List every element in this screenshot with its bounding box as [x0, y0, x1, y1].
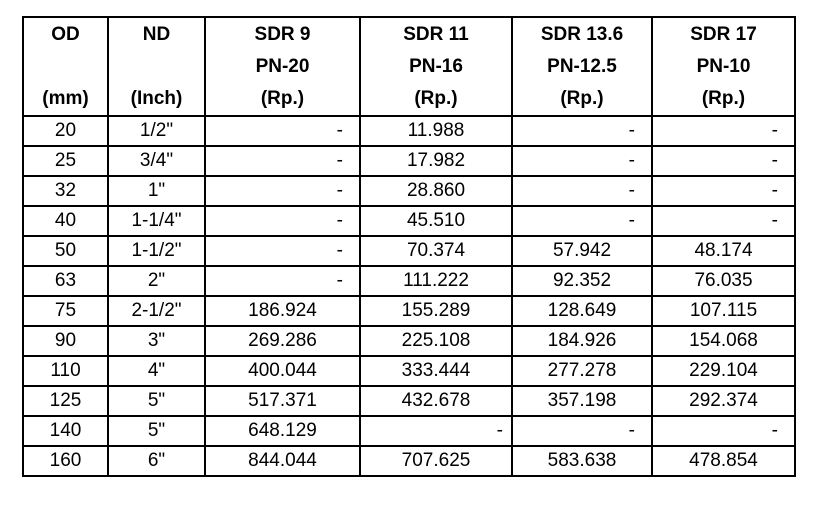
header-sdr13-6-line-1: SDR 13.6 — [540, 24, 624, 45]
table-row — [23, 176, 795, 206]
cell-sdr17: - — [652, 416, 795, 446]
cell-nd: 5" — [108, 416, 205, 446]
header-nd-line-3: (Inch) — [130, 88, 183, 109]
table-row — [23, 266, 795, 296]
header-sdr17-line-1: SDR 17 — [690, 24, 757, 45]
header-sdr11 — [360, 17, 512, 116]
header-sdr11-line-2: PN-16 — [409, 56, 463, 77]
cell-nd: 2" — [108, 266, 205, 296]
cell-sdr11: 11.988 — [360, 116, 512, 146]
cell-sdr9: - — [205, 176, 360, 206]
table-row — [23, 116, 795, 146]
header-sdr11-line-3: (Rp.) — [414, 88, 458, 109]
cell-sdr13-6: 357.198 — [512, 386, 652, 416]
cell-sdr17: 107.115 — [652, 296, 795, 326]
cell-sdr13-6: - — [512, 206, 652, 236]
cell-sdr13-6: - — [512, 176, 652, 206]
cell-od: 63 — [23, 266, 108, 296]
header-sdr17 — [652, 17, 795, 116]
header-od-line-1: OD — [51, 24, 80, 45]
table-row — [23, 416, 795, 446]
cell-od: 50 — [23, 236, 108, 266]
table-row — [23, 296, 795, 326]
cell-sdr13-6: 92.352 — [512, 266, 652, 296]
cell-sdr9: 269.286 — [205, 326, 360, 356]
cell-sdr9: - — [205, 116, 360, 146]
table-body — [23, 116, 795, 476]
cell-sdr9: 186.924 — [205, 296, 360, 326]
header-sdr11-line-1: SDR 11 — [403, 24, 469, 45]
cell-od: 160 — [23, 446, 108, 476]
header-row — [23, 17, 795, 116]
header-nd-line-1: ND — [142, 24, 171, 45]
cell-sdr11: 432.678 — [360, 386, 512, 416]
cell-nd: 3/4" — [108, 146, 205, 176]
cell-sdr13-6: 277.278 — [512, 356, 652, 386]
header-sdr9 — [205, 17, 360, 116]
cell-nd: 1/2" — [108, 116, 205, 146]
cell-sdr9: - — [205, 206, 360, 236]
cell-sdr17: 48.174 — [652, 236, 795, 266]
header-od — [23, 17, 108, 116]
cell-sdr11: 225.108 — [360, 326, 512, 356]
table-row — [23, 386, 795, 416]
cell-sdr13-6: 57.942 — [512, 236, 652, 266]
header-nd-line-2 — [109, 51, 204, 83]
cell-od: 110 — [23, 356, 108, 386]
cell-sdr9: 648.129 — [205, 416, 360, 446]
table-row — [23, 326, 795, 356]
cell-nd: 1" — [108, 176, 205, 206]
cell-sdr13-6: 184.926 — [512, 326, 652, 356]
header-sdr9-line-1: SDR 9 — [254, 24, 311, 45]
header-sdr9-line-3: (Rp.) — [260, 88, 305, 109]
table-row — [23, 356, 795, 386]
cell-sdr11: 155.289 — [360, 296, 512, 326]
cell-sdr17: 229.104 — [652, 356, 795, 386]
cell-nd: 3" — [108, 326, 205, 356]
cell-sdr17: - — [652, 116, 795, 146]
cell-sdr17: - — [652, 146, 795, 176]
header-sdr13-6-line-3: (Rp.) — [560, 88, 604, 109]
cell-od: 20 — [23, 116, 108, 146]
table-row — [23, 206, 795, 236]
cell-sdr17: 292.374 — [652, 386, 795, 416]
cell-nd: 4" — [108, 356, 205, 386]
cell-sdr11: 70.374 — [360, 236, 512, 266]
cell-sdr9: 400.044 — [205, 356, 360, 386]
header-sdr17-line-2: PN-10 — [696, 56, 751, 77]
cell-nd: 1-1/2" — [108, 236, 205, 266]
table-row — [23, 236, 795, 266]
cell-sdr11: - — [360, 416, 512, 446]
cell-od: 140 — [23, 416, 108, 446]
header-od-line-3: (mm) — [42, 88, 89, 109]
cell-sdr13-6: 583.638 — [512, 446, 652, 476]
cell-sdr9: 844.044 — [205, 446, 360, 476]
cell-sdr11: 17.982 — [360, 146, 512, 176]
cell-sdr11: 333.444 — [360, 356, 512, 386]
cell-sdr13-6: - — [512, 146, 652, 176]
header-sdr13-6 — [512, 17, 652, 116]
header-nd — [108, 17, 205, 116]
cell-sdr17: - — [652, 176, 795, 206]
header-od-line-2 — [24, 51, 107, 83]
cell-sdr13-6: - — [512, 116, 652, 146]
cell-nd: 5" — [108, 386, 205, 416]
cell-od: 25 — [23, 146, 108, 176]
cell-sdr9: - — [205, 236, 360, 266]
cell-sdr13-6: - — [512, 416, 652, 446]
cell-sdr11: 28.860 — [360, 176, 512, 206]
cell-sdr17: 76.035 — [652, 266, 795, 296]
cell-sdr17: 154.068 — [652, 326, 795, 356]
cell-sdr11: 707.625 — [360, 446, 512, 476]
table-row — [23, 446, 795, 476]
cell-sdr9: - — [205, 146, 360, 176]
header-sdr17-line-3: (Rp.) — [701, 88, 746, 109]
table-row — [23, 146, 795, 176]
header-sdr13-6-line-2: PN-12.5 — [547, 56, 617, 77]
cell-nd: 6" — [108, 446, 205, 476]
cell-od: 90 — [23, 326, 108, 356]
cell-sdr11: 111.222 — [360, 266, 512, 296]
cell-nd: 2-1/2" — [108, 296, 205, 326]
cell-sdr9: 517.371 — [205, 386, 360, 416]
cell-od: 75 — [23, 296, 108, 326]
cell-od: 125 — [23, 386, 108, 416]
price-table — [22, 16, 796, 477]
cell-sdr9: - — [205, 266, 360, 296]
cell-nd: 1-1/4" — [108, 206, 205, 236]
cell-sdr17: 478.854 — [652, 446, 795, 476]
cell-od: 40 — [23, 206, 108, 236]
cell-sdr13-6: 128.649 — [512, 296, 652, 326]
cell-od: 32 — [23, 176, 108, 206]
cell-sdr11: 45.510 — [360, 206, 512, 236]
cell-sdr17: - — [652, 206, 795, 236]
header-sdr9-line-2: PN-20 — [255, 56, 310, 77]
